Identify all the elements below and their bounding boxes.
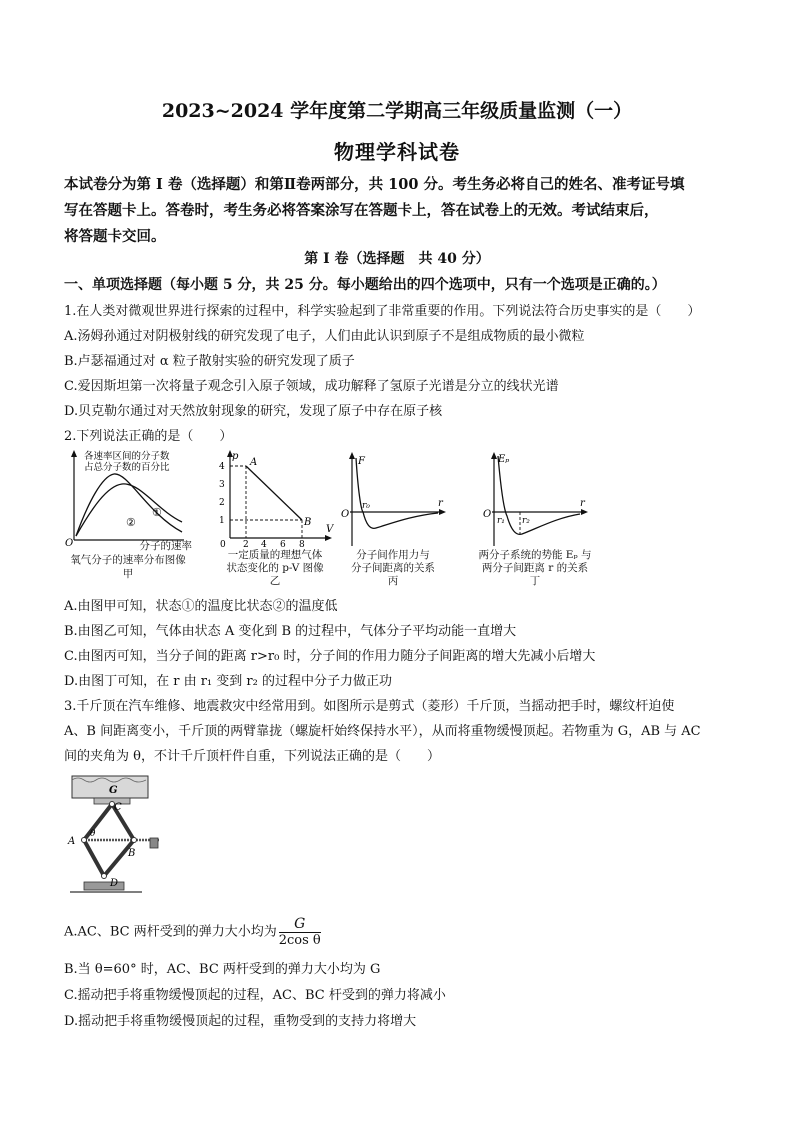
force-curve bbox=[356, 458, 438, 528]
jia-curve-2-label: ② bbox=[126, 516, 136, 529]
bing-ylabel: F bbox=[358, 456, 365, 467]
q1-stem: 1.在人类对微观世界进行探索的过程中，科学实验起到了非常重要的作用。下列说法符合历史事实的是（ ） bbox=[64, 304, 701, 319]
yi-xtick: 8 bbox=[299, 540, 305, 548]
ding-origin: O bbox=[483, 509, 492, 520]
jia-xlabel: 分子的速率 bbox=[139, 540, 192, 552]
bing-r0: r₀ bbox=[362, 501, 370, 511]
instructions bbox=[64, 172, 736, 250]
ding-r2: r₂ bbox=[522, 516, 530, 526]
ding-r1: r₁ bbox=[497, 516, 505, 526]
label-g: G bbox=[109, 785, 118, 796]
label-d: D bbox=[110, 878, 119, 889]
jia-ylabel-2: 占总分子数的百分比 bbox=[84, 462, 170, 473]
exam-subtitle: 物理学科试卷 bbox=[334, 140, 460, 164]
handle bbox=[150, 838, 158, 848]
jia-ylabel-1: 各速率区间的分子数 bbox=[84, 451, 170, 462]
q3-stem: 间的夹角为 θ，不计千斤顶杆件自重，下列说法正确的是（ ） bbox=[64, 749, 440, 764]
yi-point-a: A bbox=[250, 457, 258, 468]
yi-ytick: 4 bbox=[219, 462, 225, 472]
figure-bing bbox=[338, 450, 448, 550]
bing-caption: 分子间作用力与 bbox=[356, 549, 430, 561]
q3-option-d: D.摇动把手将重物缓慢顶起的过程，重物受到的支持力将增大 bbox=[64, 1014, 417, 1029]
part-title: 一、单项选择题（每小题 5 分，共 25 分。每小题给出的四个选项中，只有一个选项是正确的。） bbox=[64, 277, 666, 293]
instruction-line: 将答题卡交回。 bbox=[64, 228, 166, 245]
bing-origin: O bbox=[341, 509, 350, 520]
jack-figure bbox=[62, 772, 172, 902]
force-fraction bbox=[279, 916, 321, 948]
yi-ytick: 2 bbox=[219, 498, 225, 508]
yi-caption: 状态变化的 p-V 图像 bbox=[226, 562, 324, 574]
ding-xlabel: r bbox=[580, 498, 585, 509]
label-theta: θ bbox=[90, 829, 96, 839]
ding-caption-letter: 丁 bbox=[529, 575, 541, 587]
label-c: C bbox=[114, 802, 122, 813]
jia-origin: O bbox=[65, 538, 74, 548]
yi-xtick: 4 bbox=[261, 540, 267, 548]
q2-option-d: D.由图丁可知，在 r 由 r₁ 变到 r₂ 的过程中分子力做正功 bbox=[64, 674, 392, 689]
jia-curve-1-label: ① bbox=[152, 506, 162, 519]
yi-ytick: 1 bbox=[219, 516, 225, 526]
fraction-denominator: 2cos θ bbox=[278, 933, 321, 948]
potential-curve bbox=[498, 456, 580, 534]
bing-xlabel: r bbox=[438, 498, 443, 509]
q3-stem: 3.千斤顶在汽车维修、地震救灾中经常用到。如图所示是剪式（菱形）千斤顶，当摇动把手时，螺纹杆迫使 bbox=[64, 699, 675, 714]
yi-ytick: 3 bbox=[219, 480, 225, 490]
label-a: A bbox=[68, 836, 76, 847]
instruction-line: 本试卷分为第 I 卷（选择题）和第Ⅱ卷两部分，共 100 分。考生务必将自己的姓名、准考证号填 bbox=[64, 176, 685, 193]
yi-xtick: 2 bbox=[243, 540, 249, 548]
q3-option-a-text: A.AC、BC 两杆受到的弹力大小均为 bbox=[64, 924, 277, 940]
fraction-numerator: G bbox=[279, 916, 321, 933]
exam-title: 2023~2024 学年度第二学期高三年级质量监测（一） bbox=[161, 100, 633, 122]
yi-caption: 一定质量的理想气体 bbox=[227, 549, 323, 561]
yi-caption-letter: 乙 bbox=[269, 575, 281, 587]
q1-option-d: D.贝克勒尔通过对天然放射现象的研究，发现了原子中存在原子核 bbox=[64, 404, 443, 419]
jia-caption-letter: 甲 bbox=[122, 568, 134, 580]
figure-ding bbox=[480, 450, 590, 550]
section-heading: 第 I 卷（选择题 共 40 分） bbox=[304, 251, 490, 267]
q3-stem: A、B 间距离变小，千斤顶的两臂靠拢（螺旋杆始终保持水平），从而将重物缓慢顶起。若物重为 G，AB 与 AC bbox=[64, 724, 701, 739]
yi-origin: 0 bbox=[220, 540, 226, 548]
label-b: B bbox=[128, 848, 136, 859]
q3-option-c: C.摇动把手将重物缓慢顶起的过程，AC、BC 杆受到的弹力将减小 bbox=[64, 988, 446, 1003]
q1-option-b: B.卢瑟福通过对 α 粒子散射实验的研究发现了质子 bbox=[64, 354, 355, 369]
bing-caption-letter: 丙 bbox=[387, 575, 399, 587]
yi-xlabel: V bbox=[326, 524, 334, 535]
q3-option-a bbox=[64, 916, 321, 948]
q2-option-b: B.由图乙可知，气体由状态 A 变化到 B 的过程中，气体分子平均动能一直增大 bbox=[64, 624, 517, 639]
q3-option-b: B.当 θ=60° 时，AC、BC 两杆受到的弹力大小均为 G bbox=[64, 962, 381, 977]
instruction-line: 写在答题卡上。答卷时，考生务必将答案涂写在答题卡上，答在试卷上的无效。考试结束后， bbox=[64, 202, 659, 219]
q1-option-c: C.爱因斯坦第一次将量子观念引入原子领域，成功解释了氢原子光谱是分立的线状光谱 bbox=[64, 379, 559, 394]
jia-caption: 氧气分子的速率分布图像 bbox=[70, 554, 186, 566]
bing-caption: 分子间距离的关系 bbox=[351, 562, 435, 574]
ding-caption: 两分子系统的势能 Eₚ 与 bbox=[478, 549, 592, 561]
ding-ylabel: Eₚ bbox=[498, 454, 510, 465]
figure-jia bbox=[62, 448, 192, 548]
process-line-ab bbox=[246, 466, 302, 520]
ding-caption: 两分子间距离 r 的关系 bbox=[481, 562, 589, 574]
yi-xtick: 6 bbox=[280, 540, 286, 548]
yi-point-b: B bbox=[304, 517, 312, 528]
q2-option-a: A.由图甲可知，状态①的温度比状态②的温度低 bbox=[64, 599, 338, 614]
yi-ylabel: p bbox=[232, 451, 239, 462]
q2-option-c: C.由图丙可知，当分子间的距离 r>r₀ 时，分子间的作用力随分子间距离的增大先减小后增大 bbox=[64, 649, 596, 664]
figure-yi bbox=[214, 448, 334, 548]
q2-stem: 2.下列说法正确的是（ ） bbox=[64, 429, 233, 444]
q1-option-a: A.汤姆孙通过对阴极射线的研究发现了电子，人们由此认识到原子不是组成物质的最小微粒 bbox=[64, 329, 585, 344]
